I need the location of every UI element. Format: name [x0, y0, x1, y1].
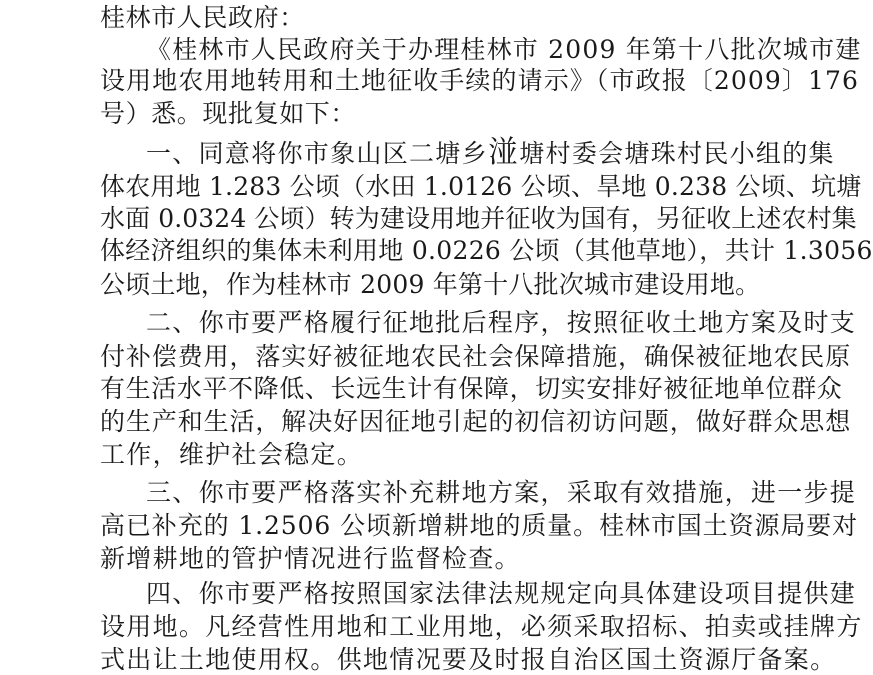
text-segment: 一、同意将你市象山区二塘乡	[146, 139, 488, 168]
body-line: 水面 0.0324 公顷）转为建设用地并征收为国有，另征收上述农村集	[100, 204, 857, 233]
body-line: 二、你市要严格履行征地批后程序，按照征收土地方案及时支	[146, 308, 857, 337]
body-line: 有生活水平不降低、长远生计有保障，切实安排好被征地单位群众	[100, 374, 843, 403]
rare-character: 湴	[487, 135, 520, 170]
body-line: 《桂林市人民政府关于办理桂林市 2009 年第十八批次城市建	[146, 35, 862, 64]
body-line: 高已补充的 1.2506 公顷新增耕地的质量。桂林市国土资源局要对	[100, 511, 859, 540]
body-line: 工作，维护社会稳定。	[100, 440, 364, 469]
body-line: 号）悉。现批复如下：	[100, 99, 357, 128]
body-line: 设用地农用地转用和土地征收手续的请示》（市政报〔2009〕176	[100, 66, 860, 95]
body-line: 付补偿费用，落实好被征地农民社会保障措施，确保被征地农民原	[100, 342, 852, 371]
paragraph-one-first-line	[146, 135, 835, 170]
body-line: 体农用地 1.283 公顷（水田 1.0126 公顷、旱地 0.238 公顷、坑塘	[100, 172, 862, 201]
body-line: 四、你市要严格按照国家法律法规规定向具体建设项目提供建	[146, 579, 857, 608]
body-line: 三、你市要严格落实补充耕地方案，采取有效措施，进一步提	[146, 478, 857, 507]
addressee-line: 桂林市人民政府：	[100, 3, 305, 32]
body-line: 设用地。凡经营性用地和工业用地，必须采取招标、拍卖或挂牌方	[100, 612, 863, 641]
text-segment: 塘村委会塘珠村民小组的集	[519, 139, 835, 168]
body-line: 新增耕地的管护情况进行监督检查。	[100, 544, 521, 573]
body-line: 式出让土地使用权。供地情况要及时报自治区国土资源厅备案。	[100, 645, 837, 674]
body-line: 的生产和生活，解决好因征地引起的初信初访问题，做好群众思想	[100, 407, 852, 436]
body-line: 公顷土地，作为桂林市 2009 年第十八批次城市建设用地。	[100, 270, 761, 299]
body-line: 体经济组织的集体未利用地 0.0226 公顷（其他草地），共计 1.3056	[100, 236, 873, 265]
